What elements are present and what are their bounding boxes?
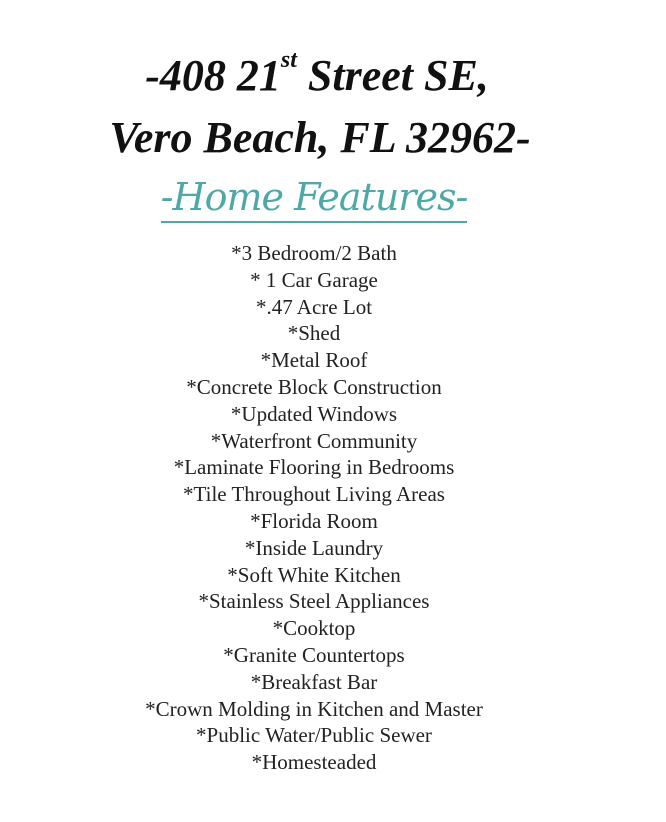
list-item: *.47 Acre Lot — [255, 294, 373, 319]
list-item: *Inside Laundry — [244, 535, 384, 560]
feature-list — [0, 240, 628, 776]
list-item: *Concrete Block Construction — [186, 374, 442, 399]
list-item: *Soft White Kitchen — [227, 562, 401, 587]
list-item: *Florida Room — [250, 508, 378, 533]
list-item: *Metal Roof — [260, 348, 368, 373]
list-item: *Waterfront Community — [210, 428, 418, 453]
section-title-text: -Home Features- — [161, 175, 468, 223]
list-item: *Laminate Flooring in Bedrooms — [173, 455, 455, 480]
address-line-2: Vero Beach, FL 32962- — [109, 113, 531, 162]
list-item: *Breakfast Bar — [250, 669, 378, 694]
ordinal-suffix: st — [280, 47, 297, 73]
list-item: *Stainless Steel Appliances — [198, 589, 430, 614]
list-item: *Crown Molding in Kitchen and Master — [145, 696, 483, 721]
list-item: *Tile Throughout Living Areas — [183, 482, 445, 507]
list-item: *Shed — [287, 321, 341, 346]
list-item: *Homesteaded — [251, 750, 377, 775]
list-item: *Updated Windows — [230, 401, 398, 426]
list-item: *3 Bedroom/2 Bath — [231, 241, 397, 265]
list-item: *Granite Countertops — [223, 642, 405, 667]
street-name: Street SE, — [296, 51, 489, 100]
list-item: *Public Water/Public Sewer — [196, 723, 432, 748]
list-item: *Cooktop — [272, 616, 356, 641]
list-item: * 1 Car Garage — [250, 267, 378, 292]
address-line-1 — [0, 47, 634, 100]
address-number: -408 21 — [145, 51, 281, 100]
section-title — [0, 175, 628, 219]
